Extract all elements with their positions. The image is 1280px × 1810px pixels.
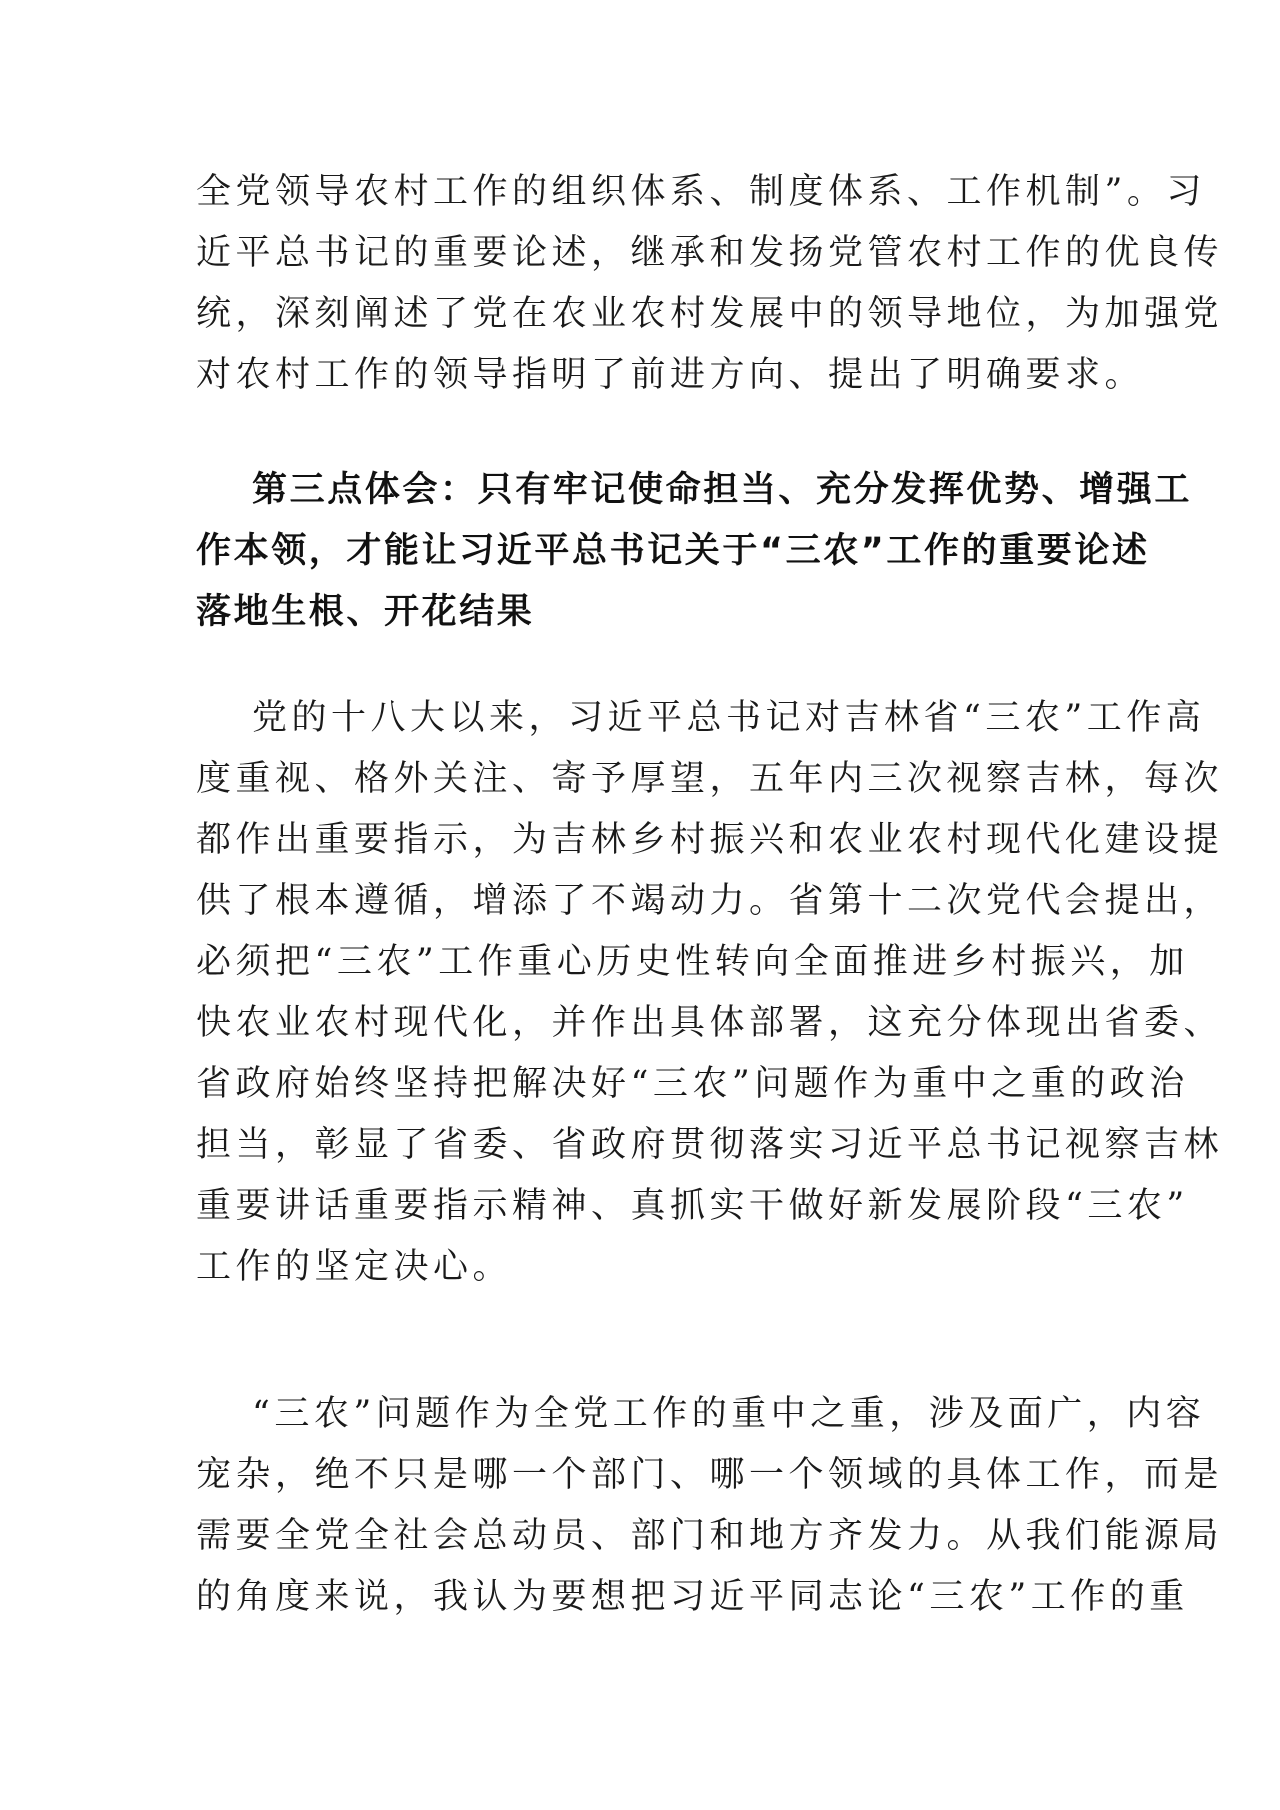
text-line: 的角度来说，我认为要想把习近平同志论“三农”工作的重: [196, 1577, 1189, 1617]
paragraph-body-2: [196, 1384, 1224, 1628]
text-line: 快农业农村现代化，并作出具体部署，这充分体现出省委、: [196, 1003, 1224, 1043]
text-line: 担当，彰显了省委、省政府贯彻落实习近平总书记视察吉林: [196, 1125, 1224, 1165]
text-line: 统，深刻阐述了党在农业农村发展中的领导地位，为加强党: [196, 294, 1224, 334]
text-line: 省政府始终坚持把解决好“三农”问题作为重中之重的政治: [196, 1064, 1189, 1104]
text-line: 对农村工作的领导指明了前进方向、提出了明确要求。: [196, 355, 1145, 395]
text-line: 近平总书记的重要论述，继承和发扬党管农村工作的优良传: [196, 233, 1224, 273]
text-line: 供了根本遵循，增添了不竭动力。省第十二次党代会提出，: [196, 881, 1224, 921]
text-line: 全党领导农村工作的组织体系、制度体系、工作机制”。习: [196, 172, 1206, 212]
text-line: 必须把“三农”工作重心历史性转向全面推进乡村振兴，加: [196, 942, 1189, 982]
text-line: 都作出重要指示，为吉林乡村振兴和农业农村现代化建设提: [196, 820, 1224, 860]
text-line: 需要全党全社会总动员、部门和地方齐发力。从我们能源局: [196, 1516, 1224, 1556]
text-line: 宠杂，绝不只是哪一个部门、哪一个领域的具体工作，而是: [196, 1455, 1224, 1495]
text-line: 党的十八大以来，习近平总书记对吉林省“三农”工作高: [252, 698, 1206, 738]
text-line: 重要讲话重要指示精神、真抓实干做好新发展阶段“三农”: [196, 1186, 1189, 1226]
heading-line: 第三点体会：只有牢记使命担当、充分发挥优势、增强工: [252, 470, 1193, 510]
paragraph-body-1: [196, 688, 1224, 1298]
heading-line: 作本领，才能让习近平总书记关于“三农”工作的重要论述: [196, 531, 1150, 571]
text-line: 度重视、格外关注、寄予厚望，五年内三次视察吉林，每次: [196, 759, 1224, 799]
text-line: 工作的坚定决心。: [196, 1247, 513, 1287]
section-heading: [196, 460, 1193, 643]
text-line: “三农”问题作为全党工作的重中之重，涉及面广，内容: [252, 1394, 1206, 1434]
paragraph-continued: [196, 162, 1224, 406]
heading-line: 落地生根、开花结果: [196, 592, 535, 632]
